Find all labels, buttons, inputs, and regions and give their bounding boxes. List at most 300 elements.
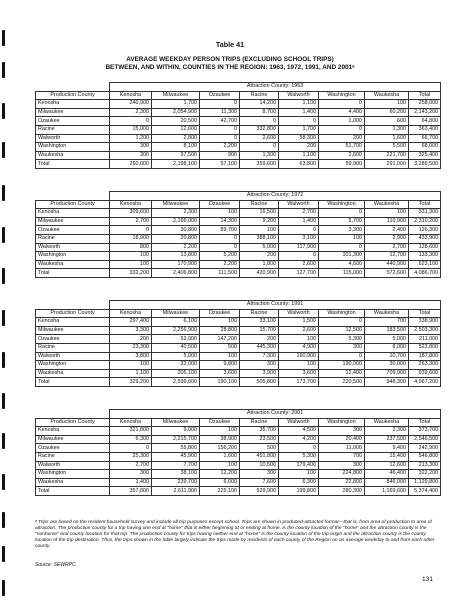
attraction-county-caption: Attraction County: 1972 [110,192,441,201]
table-row [36,252,441,261]
cell-value: 300 [110,470,152,479]
attraction-county-caption: Attraction County: 1963 [110,83,441,92]
row-label: Kenosha [36,427,110,436]
cell-value: 101,300 [319,252,365,261]
cell-value: 190,100 [200,378,240,387]
cell-value: 12,500 [319,326,365,335]
cell-value: 2,599,600 [152,378,200,387]
table-row [36,335,441,344]
column-header: Ozaukee [200,418,240,427]
cell-value: 220,500 [319,378,365,387]
cell-value: 2,546,500 [409,435,441,444]
cell-value: 211,000 [409,335,441,344]
row-label: Walworth [36,243,110,252]
cell-value: 332,800 [240,125,279,134]
column-header: Milwaukee [152,309,200,318]
cell-value: 179,400 [279,461,319,470]
cell-value: 58,300 [279,134,319,143]
cell-value: 8,100 [152,143,200,152]
binding-mark [2,142,5,158]
cell-value: 128,600 [409,243,441,252]
column-header: Milwaukee [152,91,200,100]
cell-value: 156,200 [200,444,240,453]
cell-value: 7,300 [240,352,279,361]
cell-value: 263,300 [409,361,441,370]
cell-value: 3,600 [279,369,319,378]
cell-value: 89,700 [200,226,240,235]
cell-value: 2,700 [110,217,152,226]
row-label: Waukesha [36,151,110,160]
table-row [36,435,441,444]
cell-value: 300 [319,427,365,436]
cell-value: 15,700 [240,326,279,335]
cell-value: 224,800 [319,470,365,479]
cell-value: 2,400 [365,226,409,235]
table-block-2001 [35,409,440,496]
column-header: Total [409,309,441,318]
cell-value: 325,400 [409,151,441,160]
cell-value: 5,300 [319,335,365,344]
column-header: Ozaukee [200,91,240,100]
cell-value: 5,200 [200,252,240,261]
column-header: Production County [36,418,110,427]
table-title-line1: AVERAGE WEEKDAY PERSON TRIPS (EXCLUDING SCHOOL TRIPS) [126,56,334,63]
cell-value: 300 [240,470,279,479]
row-label: Racine [36,125,110,134]
cell-value: 10,500 [240,461,279,470]
column-header: Total [409,418,441,427]
column-header: Racine [240,418,279,427]
attraction-county-caption: Attraction County: 2001 [110,410,441,419]
cell-value: 0 [200,234,240,243]
cell-value: 1,400 [110,478,152,487]
cell-value: 0 [200,243,240,252]
cell-value: 4,086,700 [409,269,441,278]
cell-value: 11,300 [200,108,240,117]
table-row [36,318,441,327]
row-label: Total [36,269,110,278]
caption-spacer [36,301,110,310]
cell-value: 9,000 [152,427,200,436]
cell-value: 33,000 [152,361,200,370]
cell-value: 133,300 [409,252,441,261]
cell-value: 522,800 [409,343,441,352]
cell-value: 200 [110,335,152,344]
cell-value: 23,300 [110,343,152,352]
cell-value: 258,000 [409,100,441,109]
cell-value: 53,000 [152,335,200,344]
cell-value: 2,256,900 [152,326,200,335]
cell-value: 709,900 [365,369,409,378]
cell-value: 1,169,600 [365,487,409,496]
cell-value: 59,900 [319,160,365,169]
data-table [35,300,441,387]
cell-value: 22,800 [319,478,365,487]
cell-value: 500 [240,444,279,453]
binding-mark [2,227,5,243]
row-label: Washington [36,143,110,152]
cell-value: 420,900 [240,269,279,278]
cell-value: 225,100 [200,487,240,496]
cell-value: 100 [200,352,240,361]
cell-value: 0 [110,117,152,126]
cell-value: 800 [110,243,152,252]
cell-value: 2,700 [110,461,152,470]
column-header: Waukesha [365,309,409,318]
row-label: Walworth [36,461,110,470]
cell-value: 0 [279,117,319,126]
cell-value: 8,700 [240,108,279,117]
cell-value: 440,900 [365,260,409,269]
cell-value: 6,300 [110,435,152,444]
cell-value: 546,800 [409,452,441,461]
cell-value: 0 [200,134,240,143]
cell-value: 35,700 [240,427,279,436]
cell-value: 205,100 [152,369,200,378]
cell-value: 0 [319,318,365,327]
cell-value: 8,000 [365,343,409,352]
table-row [36,452,441,461]
column-header: Racine [240,200,279,209]
cell-value: 12,600 [365,461,409,470]
table-row [36,151,441,160]
cell-value: 948,300 [365,378,409,387]
cell-value: 25,300 [110,452,152,461]
cell-value: 6,300 [279,478,319,487]
cell-value: 321,800 [110,427,152,436]
cell-value: 199,800 [279,487,319,496]
column-header: Kenosha [110,309,152,318]
cell-value: 1,000 [319,117,365,126]
cell-value: 0 [200,100,240,109]
cell-value: 3,289,500 [409,160,441,169]
cell-value: 57,100 [200,160,240,169]
cell-value: 18,900 [110,234,152,243]
data-table [35,409,441,496]
cell-value: 1,500 [279,318,319,327]
cell-value: 33,100 [240,318,279,327]
row-label: Milwaukee [36,326,110,335]
cell-value: 357,800 [110,487,152,496]
cell-value: 451,800 [240,452,279,461]
cell-value: 2,166,000 [152,217,200,226]
cell-value: 64,800 [409,117,441,126]
cell-value: 388,100 [240,234,279,243]
column-header: Washington [319,91,365,100]
binding-mark [2,393,5,409]
cell-value: 0 [110,444,152,453]
cell-value: 100 [200,209,240,218]
cell-value: 240,900 [110,100,152,109]
cell-value: 100 [110,252,152,261]
cell-value: 9,400 [365,444,409,453]
cell-value: 2,200 [200,143,240,152]
cell-value: 1,100 [279,100,319,109]
table-row [36,125,441,134]
table-row [36,134,441,143]
cell-value: 115,000 [319,269,365,278]
table-row [36,143,441,152]
column-header: Kenosha [110,91,152,100]
cell-value: 221,700 [365,151,409,160]
row-label: Kenosha [36,100,110,109]
cell-value: 183,500 [365,326,409,335]
row-label: Total [36,160,110,169]
table-row [36,108,441,117]
binding-mark [2,185,5,201]
cell-value: 2,215,700 [152,435,200,444]
column-header: Racine [240,309,279,318]
cell-value: 359,600 [240,160,279,169]
cell-value: 3,300 [319,226,365,235]
cell-value: 2,503,300 [409,326,441,335]
cell-value: 2,700 [279,209,319,218]
cell-value: 9,200 [240,217,279,226]
cell-value: 0 [279,226,319,235]
cell-value: 100 [110,361,152,370]
cell-value: 700 [319,452,365,461]
cell-value: 7,700 [152,461,200,470]
cell-value: 42,700 [200,117,240,126]
cell-value: 2,300 [152,209,200,218]
cell-value: 100 [200,427,240,436]
cell-value: 5,700 [319,217,365,226]
cell-value: 126,300 [409,226,441,235]
cell-value: 1,800 [240,260,279,269]
cell-value: 30,800 [152,226,200,235]
table-row [36,461,441,470]
cell-value: 20,800 [152,234,200,243]
cell-value: 2,611,900 [152,487,200,496]
cell-value: 127,700 [279,269,319,278]
table-row [36,100,441,109]
cell-value: 0 [240,143,279,152]
cell-value: 66,700 [409,134,441,143]
data-table [35,82,441,169]
cell-value: 322,200 [409,470,441,479]
cell-value: 11,000 [319,444,365,453]
cell-value: 100 [365,209,409,218]
cell-value: 3,800 [110,352,152,361]
table-block-1991 [35,300,440,387]
cell-value: 2,800 [152,134,200,143]
column-header: Production County [36,309,110,318]
cell-value: 55,800 [152,444,200,453]
binding-mark [2,474,5,490]
cell-value: 2,600 [279,326,319,335]
cell-value: 38,900 [200,435,240,444]
cell-value: 363,400 [409,125,441,134]
column-header: Kenosha [110,418,152,427]
cell-value: 2,600 [240,134,279,143]
caption-spacer [36,410,110,419]
cell-value: 4,900 [279,343,319,352]
cell-value: 1,400 [279,108,319,117]
table-block-1972 [35,191,440,278]
cell-value: 10,700 [365,352,409,361]
cell-value: 309,600 [110,209,152,218]
cell-value: 1,600 [365,134,409,143]
cell-value: 190,000 [319,361,365,370]
cell-value: 2,600 [319,151,365,160]
row-label: Walworth [36,352,110,361]
cell-value: 2,700 [365,243,409,252]
cell-value: 2,300 [110,108,152,117]
cell-value: 0 [110,226,152,235]
cell-value: 1,600 [200,452,240,461]
page-number: 131 [422,576,434,583]
cell-value: 505,800 [240,378,279,387]
column-header: Total [409,200,441,209]
row-label: Waukesha [36,260,110,269]
cell-value: 445,300 [240,343,279,352]
cell-value: 939,600 [409,369,441,378]
cell-value: 3,300 [110,326,152,335]
cell-value: 23,500 [240,435,279,444]
table-number: Table 41 [215,40,245,49]
cell-value: 30,000 [365,361,409,370]
cell-value: 20,400 [319,435,365,444]
row-label: Milwaukee [36,217,110,226]
column-header: Walworth [279,418,319,427]
cell-value: 1,300 [240,151,279,160]
cell-value: 200 [279,143,319,152]
table-row [36,470,441,479]
cell-value: 0 [279,252,319,261]
cell-value: 4,400 [319,108,365,117]
cell-value: 900 [200,151,240,160]
row-label: Milwaukee [36,108,110,117]
cell-value: 173,700 [279,378,319,387]
cell-value: 300 [319,343,365,352]
cell-value: 6,100 [152,318,200,327]
cell-value: 100 [200,461,240,470]
cell-value: 100 [279,361,319,370]
column-header: Production County [36,200,110,209]
cell-value: 5,374,400 [409,487,441,496]
table-row [36,160,441,169]
row-label: Waukesha [36,478,110,487]
cell-value: 260,000 [110,160,152,169]
cell-value: 97,500 [152,151,200,160]
attraction-county-caption: Attraction County: 1991 [110,301,441,310]
cell-value: 51,700 [319,143,365,152]
cell-value: 2,900 [365,234,409,243]
table-row [36,260,441,269]
cell-value: 4,967,200 [409,378,441,387]
column-header: Walworth [279,200,319,209]
cell-value: 2,143,200 [409,108,441,117]
binding-mark [2,352,5,368]
column-header: Washington [319,309,365,318]
cell-value: 300 [319,461,365,470]
cell-value: 5,300 [279,452,319,461]
cell-value: 1,100 [110,369,152,378]
cell-value: 297,400 [110,318,152,327]
cell-value: 5,000 [152,352,200,361]
cell-value: 100 [365,100,409,109]
cell-value: 45,900 [152,452,200,461]
cell-value: 147,200 [200,335,240,344]
cell-value: 529,900 [240,487,279,496]
column-header: Walworth [279,91,319,100]
cell-value: 6,000 [200,478,240,487]
cell-value: 2,200 [200,260,240,269]
cell-value: 4,200 [279,435,319,444]
cell-value: 111,500 [200,269,240,278]
cell-value: 373,700 [409,427,441,436]
cell-value: 280,300 [319,487,365,496]
cell-value: 0 [319,125,365,134]
column-header: Racine [240,91,279,100]
column-header: Total [409,91,441,100]
binding-mark [2,268,5,284]
cell-value: 500 [200,343,240,352]
cell-value: 2,310,200 [409,217,441,226]
cell-value: 7,600 [240,478,279,487]
cell-value: 332,200 [110,269,152,278]
cell-value: 160,900 [279,352,319,361]
cell-value: 338,900 [409,318,441,327]
data-table [35,191,441,278]
cell-value: 14,200 [240,100,279,109]
cell-value: 300 [110,151,152,160]
row-label: Ozaukee [36,117,110,126]
column-header: Washington [319,200,365,209]
binding-mark [2,310,5,326]
cell-value: 68,000 [409,143,441,152]
table-row [36,234,441,243]
cell-value: 15,000 [110,125,152,134]
cell-value: 15,400 [365,452,409,461]
cell-value: 100 [240,226,279,235]
cell-value: 13,800 [152,252,200,261]
caption-spacer [36,83,110,92]
cell-value: 100 [279,470,319,479]
cell-value: 2,054,900 [152,108,200,117]
cell-value: 4,600 [319,260,365,269]
cell-value: 1,700 [152,100,200,109]
cell-value: 46,400 [365,470,409,479]
cell-value: 291,000 [365,160,409,169]
cell-value: 213,300 [409,461,441,470]
cell-value: 40,500 [152,343,200,352]
cell-value: 572,600 [365,269,409,278]
row-label: Washington [36,470,110,479]
cell-value: 12,200 [200,470,240,479]
column-header: Kenosha [110,200,152,209]
row-label: Racine [36,343,110,352]
cell-value: 0 [319,100,365,109]
cell-value: 600 [365,117,409,126]
binding-mark [2,546,5,562]
table-row [36,343,441,352]
cell-value: 12,600 [152,125,200,134]
cell-value: 12,700 [365,252,409,261]
source-note: Source: SEWRPC. [35,562,77,568]
row-label: Ozaukee [36,335,110,344]
cell-value: 100 [110,260,152,269]
cell-value: 2,300 [365,427,409,436]
cell-value: 242,900 [409,444,441,453]
cell-value: 20,500 [152,117,200,126]
column-header: Ozaukee [200,200,240,209]
binding-mark [2,433,5,449]
row-label: Washington [36,252,110,261]
row-label: Kenosha [36,318,110,327]
table-row [36,269,441,278]
row-label: Ozaukee [36,444,110,453]
